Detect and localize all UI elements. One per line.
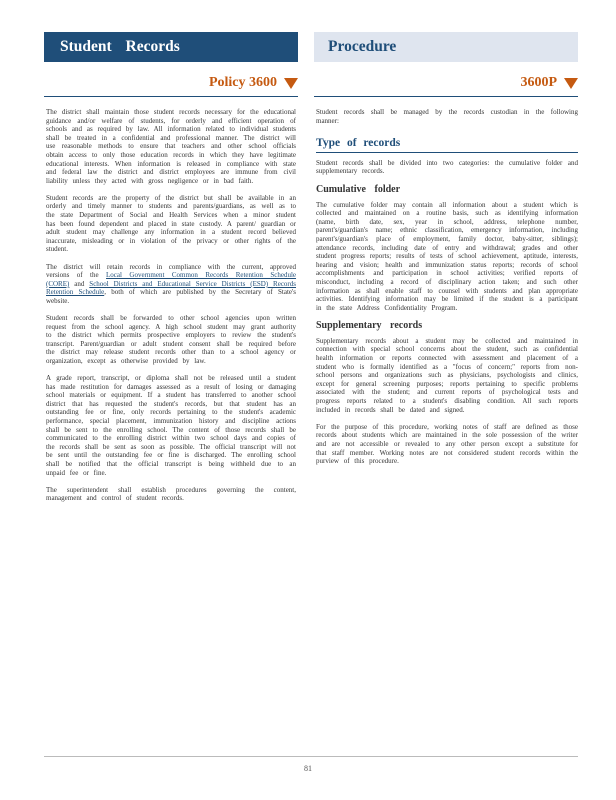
policy-number-left xyxy=(200,74,298,92)
retention-text-before: The district will retain records in compliance with the current, approved versions of the xyxy=(46,262,296,280)
core-schedule-link[interactable]: Local Government Common Records Retention Schedule (CORE) xyxy=(46,271,297,288)
retention-paragraph xyxy=(46,263,296,306)
left-section-header: Student Records xyxy=(44,32,298,62)
right-header-rule xyxy=(314,96,578,97)
left-header-rule xyxy=(44,96,298,97)
policy-body-column xyxy=(46,108,296,511)
supplementary-records-heading: Supplementary records xyxy=(316,320,423,332)
retention-text-after: , both of which are published by the Secretary of State's website. xyxy=(46,288,296,305)
triangle-down-icon xyxy=(284,78,298,89)
procedure-intro: Student records shall be managed by the records custodian in the following manner: xyxy=(316,108,578,125)
retention-text-between: and xyxy=(69,279,90,288)
policy-paragraph: Student records shall be forwarded to other school agencies upon written request from the school agency. A high school student may grant authority to the district which permits prospective employers to review the student's transcript. Parent/guardian or adult student consent shall be required before the district may release student records other than to a school agency or organization, except as otherwise provided by law. xyxy=(46,313,296,365)
policy-paragraph: A grade report, transcript, or diploma shall not be released until a student has made restitution for damages assessed as a result of losing or damaging school materials or equipment. If a student has transferred to another school district that has requested the student's records, but that student has an outstanding fee or fine, only records pertaining to the student's academic performance, special placement, immunization history and discipline actions shall be sent to the enrolling school. The content of those records shall be communicated to the enrolling district within two school days and copies of the records shall be sent as soon as possible. The official transcript will not be sent until the outstanding fee or fine is discharged. The enrolling school shall be notified that the official transcript is being withheld due to an unpaid fee or fine. xyxy=(46,374,296,477)
footer-rule xyxy=(44,756,578,757)
type-of-records-heading: Type of records xyxy=(316,139,578,153)
page-number: 81 xyxy=(304,764,312,773)
supplementary-records-text: Supplementary records about a student may be collected and maintained in connection with special school concerns about the student, such as confidential health information or reports connected with assessment and placement of a student who is formally identified as a "focus of concern;" reports from non-school persons and organizations such as physicians, psychologists and clinics, except for general screening purposes; reports pertaining to specific problems associated with the student; and current reports of psychological tests and progress reports related to a student's disabling condition. All such reports included in records shall be dated and signed. xyxy=(316,336,578,414)
right-section-header: Procedure xyxy=(314,32,578,62)
procedure-number-label: 3600P xyxy=(520,75,557,90)
cumulative-folder-text: The cumulative folder may contain all information about a student which is collected and maintained on a routine basis, such as identifying information (name, birth date, sex, year in school, address, telephone number, parent's/guardian's name; ethnic classification, emergency information, including parent's/guardian's place of employment, family doctor, baby-sitter, siblings); attendance records, including date of entry and withdrawal; grades and other student progress reports; results of tests of school achievement, aptitude, interests, hearing and vision; health and immunization status reports; records of school accomplishments and participation in school activities; verified reports of misconduct, including a record of disciplinary action taken; and such other information as shall enable staff to counsel with students and plan appropriate activities. Identifying information may be limited if the student is a participant in the state Address Confidentiality Program. xyxy=(316,200,578,312)
policy-number-label: Policy 3600 xyxy=(208,75,277,90)
policy-number-right xyxy=(480,74,578,92)
working-notes-text: For the purpose of this procedure, working notes of staff are defined as those records about students which are maintained in the sole possession of the writer and are not accessible or revealed to any other person except a substitute for that staff member. Working notes are not considered student records within the purview of this procedure. xyxy=(316,422,578,466)
policy-paragraph: The superintendent shall establish procedures governing the content, management and control of student records. xyxy=(46,485,296,503)
cumulative-folder-heading: Cumulative folder xyxy=(316,183,401,195)
triangle-down-icon xyxy=(564,78,578,89)
policy-paragraph: The district shall maintain those student records necessary for the educational guidance and/or welfare of students, for orderly and efficient operation of schools and as required by law. All information related to individual students shall be treated in a confidential and professional manner. The district will use reasonable methods to ensure that teachers and other school officials obtain access to only those education records in which they have legitimate educational interests. When information is released in compliance with state and federal law the district and district employees are immune from civil liability unless they acted with gross negligence or in bad faith. xyxy=(46,108,296,185)
policy-paragraph: Student records are the property of the district but shall be available in an orderly and timely manner to students and parents/guardians, as well as to the state Department of Social and Health Services when a minor student has been found dependent and placed in state custody. A parent/ guardian or adult student may challenge any information in a student record believed inaccurate, misleading or in violation of the privacy or other rights of the student. xyxy=(46,193,296,254)
esd-schedule-link[interactable]: School Districts and Educational Service Districts (ESD) Records Retention Schedule xyxy=(46,279,296,297)
type-of-records-text: Student records shall be divided into two categories: the cumulative folder and supplementary records. xyxy=(316,158,578,176)
procedure-body-column xyxy=(316,108,578,474)
